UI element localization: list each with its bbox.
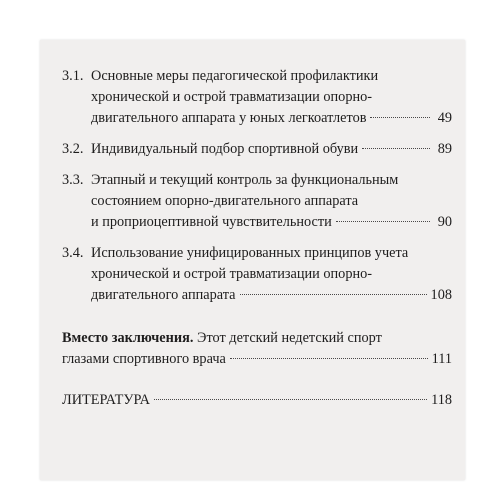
toc-entry-last-line [62, 349, 452, 370]
toc-page-number: 89 [437, 141, 452, 157]
toc-entry-title [91, 243, 452, 306]
spacer [62, 129, 452, 139]
conclusion-subtitle: Этот детский недетский спорт [193, 330, 382, 346]
dot-leader [230, 358, 428, 359]
toc-entry-line: и проприоцептивной чувствительности [91, 214, 332, 230]
book-page [40, 40, 465, 480]
toc-entry-title [91, 170, 452, 233]
toc-page-number: 49 [437, 110, 452, 126]
toc-entry-line: Основные меры педагогической профилактики [91, 68, 379, 84]
literature-label: ЛИТЕРАТУРА [62, 392, 150, 408]
dot-leader [154, 399, 427, 400]
toc-entry-line: Использование унифицированных принципов учета [91, 245, 409, 261]
dot-leader [336, 221, 430, 222]
dot-leader [370, 117, 430, 118]
toc-page-number: 90 [437, 214, 452, 230]
dot-leader [240, 294, 427, 295]
toc-entry-last-line [91, 285, 452, 306]
spacer [62, 306, 452, 328]
toc-entry-line: двигательного аппарата [91, 287, 236, 303]
toc-entry-line: Этапный и текущий контроль за функциональным [91, 172, 399, 188]
toc-entry-title [91, 139, 452, 160]
dot-leader [362, 148, 430, 149]
toc-entry-3-4 [62, 243, 452, 306]
toc-entry-number: 3.2. [62, 141, 84, 157]
toc-entry-last-line [91, 108, 452, 129]
table-of-contents [62, 66, 452, 411]
toc-entry-number: 3.4. [62, 245, 84, 261]
toc-entry-line: двигательного аппарата у юных легкоатлетов [91, 110, 367, 126]
conclusion-heading: Вместо заключения. [62, 330, 194, 346]
toc-entry-3-3 [62, 170, 452, 233]
toc-entry-title [91, 66, 452, 129]
spacer [62, 160, 452, 170]
spacer [62, 370, 452, 390]
toc-entry-line: глазами спортивного врача [62, 351, 226, 367]
toc-entry-line: состоянием опорно-двигательного аппарата [91, 193, 359, 209]
toc-page-number: 108 [430, 287, 452, 303]
toc-entry-line [62, 328, 452, 349]
toc-entry-line: хронической и острой травматизации опорно- [91, 266, 373, 282]
toc-entry-line: хронической и острой травматизации опорно- [91, 89, 373, 105]
toc-entry-line: Индивидуальный подбор спортивной обуви [91, 141, 359, 157]
toc-entry-last-line [91, 139, 452, 160]
toc-entry-3-1 [62, 66, 452, 129]
toc-entry-number: 3.3. [62, 172, 84, 188]
toc-entry-literature [62, 390, 452, 411]
toc-entry-last-line [91, 212, 452, 233]
toc-entry-3-2 [62, 139, 452, 160]
toc-entry-number: 3.1. [62, 68, 84, 84]
toc-page-number: 111 [431, 351, 452, 367]
toc-entry-conclusion [62, 328, 452, 370]
spacer [62, 233, 452, 243]
toc-page-number: 118 [431, 392, 452, 408]
